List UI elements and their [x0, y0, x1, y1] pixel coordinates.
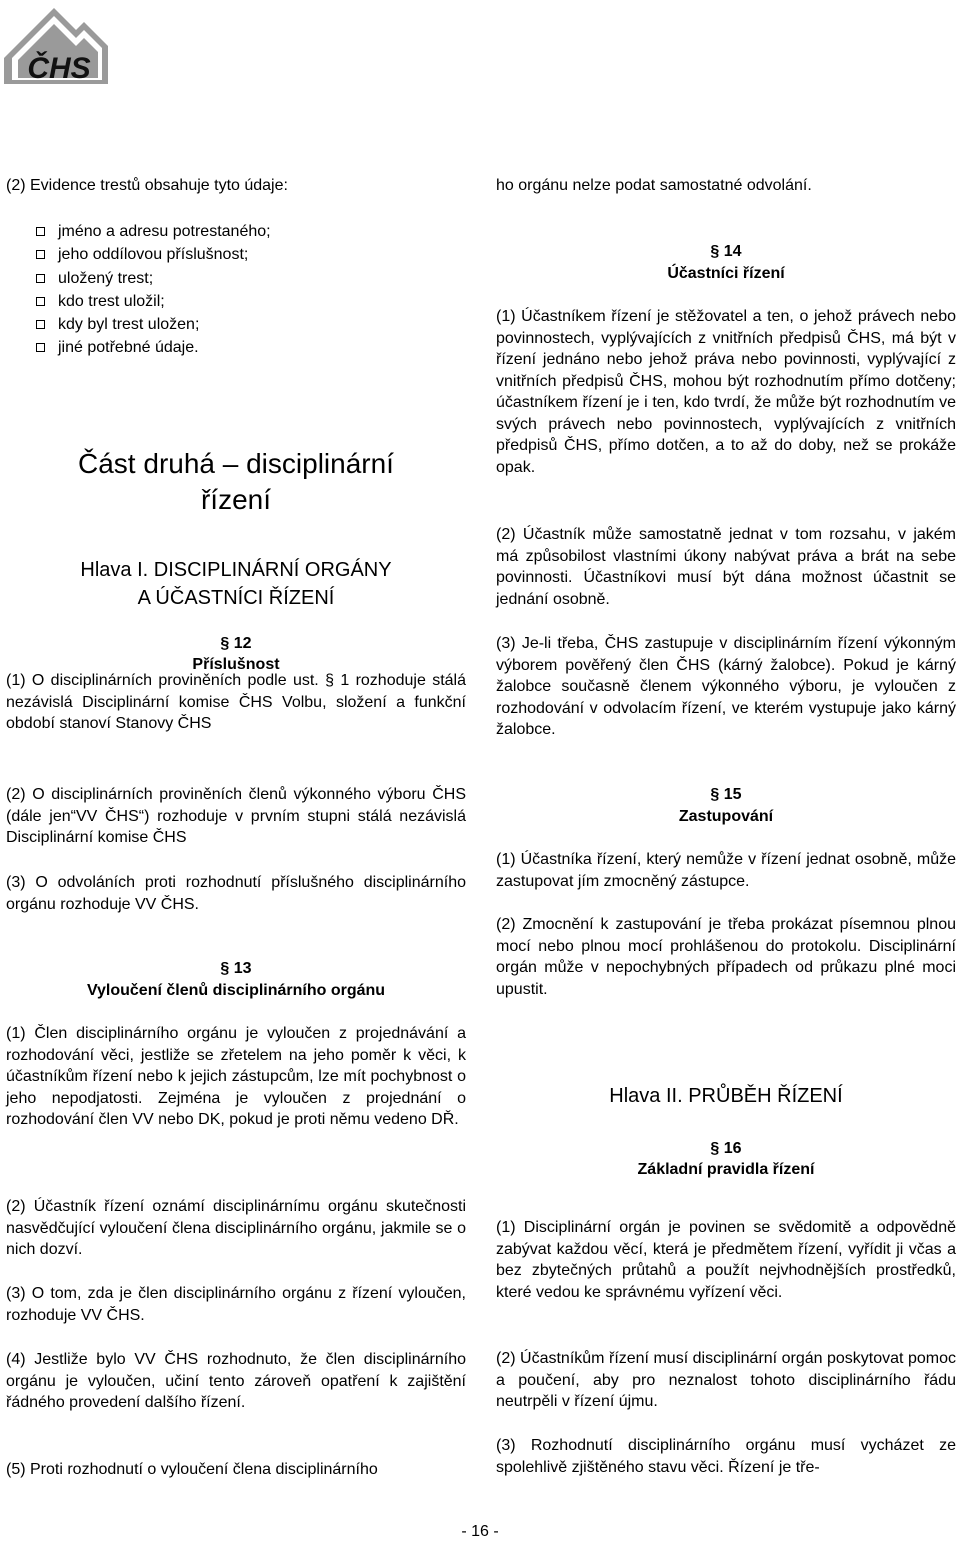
section-15-title: Zastupování: [678, 808, 774, 825]
section-12-number: § 12: [220, 635, 252, 652]
section-12-paragraph-3: (3) O odvoláních proti rozhodnutí příslušného disciplinárního orgánu rozhoduje VV ČHS.: [6, 874, 466, 913]
part-title-line2: řízení: [200, 484, 272, 515]
continuation-line: ho orgánu nelze podat samostatné odvolání.: [496, 177, 812, 194]
list-item: jiné potřebné údaje.: [6, 336, 466, 359]
list-item: uložený trest;: [6, 267, 466, 290]
page-number: - 16 -: [461, 1523, 499, 1540]
section-14-title: Účastníci řízení: [667, 265, 785, 282]
section-12-paragraph-2: (2) O disciplinárních proviněních členů výkonného výboru ČHS (dále jen“VV ČHS“) rozhoduje v prvním stupni stálá nezávislá Disciplinární komise ČHS: [6, 786, 466, 846]
checkbox-square-icon: [36, 297, 45, 306]
section-16-paragraph-2: (2) Účastníkům řízení musí disciplinární orgán poskytovat pomoc a poučení, aby pro neznalost tohoto disciplinárního řádu neutrpěli v řízení újmu.: [496, 1350, 956, 1410]
section-15-paragraph-2: (2) Zmocnění k zastupování je třeba prokázat písemnou plnou mocí nebo plnou mocí prohlášenou do protokolu. Disciplinární orgán může v nepochybných případech od průkazu plné moci upustit.: [496, 916, 956, 998]
section-13-paragraph-2: (2) Účastník řízení oznámí disciplinárnímu orgánu skutečnosti nasvědčující vyloučení člena disciplinárního orgánu, jakmile se o nich dozví.: [6, 1198, 466, 1258]
section-16-paragraph-1: (1) Disciplinární orgán je povinen se svědomitě a odpovědně zabývat každou věcí, která je předmětem řízení, vyřídit ji včas a bez zbytečných průtahů a použít nejvhodnějších prostředků, které vedou ke správnému vyřízení věci.: [496, 1219, 956, 1301]
list-item: kdo trest uložil;: [6, 290, 466, 313]
section-12-paragraph-1: (1) O disciplinárních proviněních podle ust. § 1 rozhoduje stálá nezávislá Disciplinární komise ČHS Volbu, složení a funkční období stanoví Stanovy ČHS: [6, 672, 466, 732]
section-13-number: § 13: [220, 960, 252, 977]
list-item: jméno a adresu potrestaného;: [6, 220, 466, 243]
section-14-paragraph-2: (2) Účastník může samostatně jednat v tom rozsahu, v jakém má způsobilost vlastními úkony nabývat práva a brát na sebe povinnosti. Účastníkovi musí být dána možnost účastnit se jednání osobně.: [496, 526, 956, 608]
section-14-paragraph-3: (3) Je-li třeba, ČHS zastupuje v disciplinárním řízení výkonným výborem pověřený člen ČHS (kárný žalobce). Pokud je kárný žalobce současně členem výkonného výboru, je vyloučen z rozhodování v odvolacím řízení, ve kterém vystupuje jako kárný žalobce.: [496, 635, 956, 738]
section-13-paragraph-3: (3) O tom, zda je člen disciplinárního orgánu z řízení vyloučen, rozhoduje VV ČHS.: [6, 1285, 466, 1324]
hlava1-line2: A ÚČASTNÍCI ŘÍZENÍ: [137, 587, 335, 609]
section-13-paragraph-4: (4) Jestliže bylo VV ČHS rozhodnuto, že člen disciplinárního orgánu je vyloučen, učiní tento zároveň opatření k zajištění řádného provedení dalšího řízení.: [6, 1351, 466, 1411]
section-14-paragraph-1: (1) Účastníkem řízení je stěžovatel a ten, o jehož právech nebo povinnostech, vyplývajících z vnitřních předpisů ČHS, má být v řízení jednáno nebo jehož práva nebo povinnosti, vyplývající z vnitřních předpisů ČHS, mohou být rozhodnutím přímo dotčeny; účastníkem řízení je i ten, kdo tvrdí, že může být rozhodnutím ve svých právech nebo povinnostech, vyplývajících z vnitřních předpisů ČHS, přímo dotčen, a to až do doby, než se prokáže opak.: [496, 308, 956, 476]
part-title-line1: Část druhá – disciplinární: [78, 448, 394, 479]
checkbox-square-icon: [36, 227, 45, 236]
svg-text:ČHS: ČHS: [27, 52, 91, 84]
hlava1-line1: Hlava I. DISCIPLINÁRNÍ ORGÁNY: [80, 559, 392, 581]
section-12-title: Příslušnost: [192, 656, 280, 673]
section-16-number: § 16: [710, 1140, 742, 1157]
section-15-paragraph-1: (1) Účastníka řízení, který nemůže v řízení jednat osobně, může zastupovat jím zmocněný zástupce.: [496, 851, 956, 890]
checkbox-square-icon: [36, 274, 45, 283]
section-15-number: § 15: [710, 786, 742, 803]
section-13-paragraph-1: (1) Člen disciplinárního orgánu je vyloučen z projednávání a rozhodování věci, jestliže se zřetelem na jeho poměr k věci, k účastníkům řízení nebo k jejich zástupcům, lze mít pochybnost o jeho nepodjatosti. Zejména je vyloučen z projednání o rozhodování člen VV nebo DK, pokud je proti němu vedeno DŘ.: [6, 1025, 466, 1128]
section-16-title: Základní pravidla řízení: [637, 1161, 815, 1178]
checkbox-square-icon: [36, 343, 45, 352]
checkbox-square-icon: [36, 250, 45, 259]
list-item: jeho oddílovou příslušnost;: [6, 243, 466, 266]
evidence-heading: (2) Evidence trestů obsahuje tyto údaje:: [6, 177, 288, 194]
checkbox-square-icon: [36, 320, 45, 329]
section-14-number: § 14: [710, 243, 742, 260]
section-13-paragraph-5: (5) Proti rozhodnutí o vyloučení člena disciplinárního: [6, 1461, 378, 1478]
evidence-list: [6, 220, 466, 360]
section-13-title: Vyloučení členů disciplinárního orgánu: [86, 982, 386, 999]
section-16-paragraph-3: (3) Rozhodnutí disciplinárního orgánu musí vycházet ze spolehlivě zjištěného stavu věci. Řízení je tře-: [496, 1437, 956, 1476]
list-item: kdy byl trest uložen;: [6, 313, 466, 336]
chs-logo: [4, 0, 110, 84]
hlava2-heading: Hlava II. PRŮBĚH ŘÍZENÍ: [609, 1085, 843, 1107]
